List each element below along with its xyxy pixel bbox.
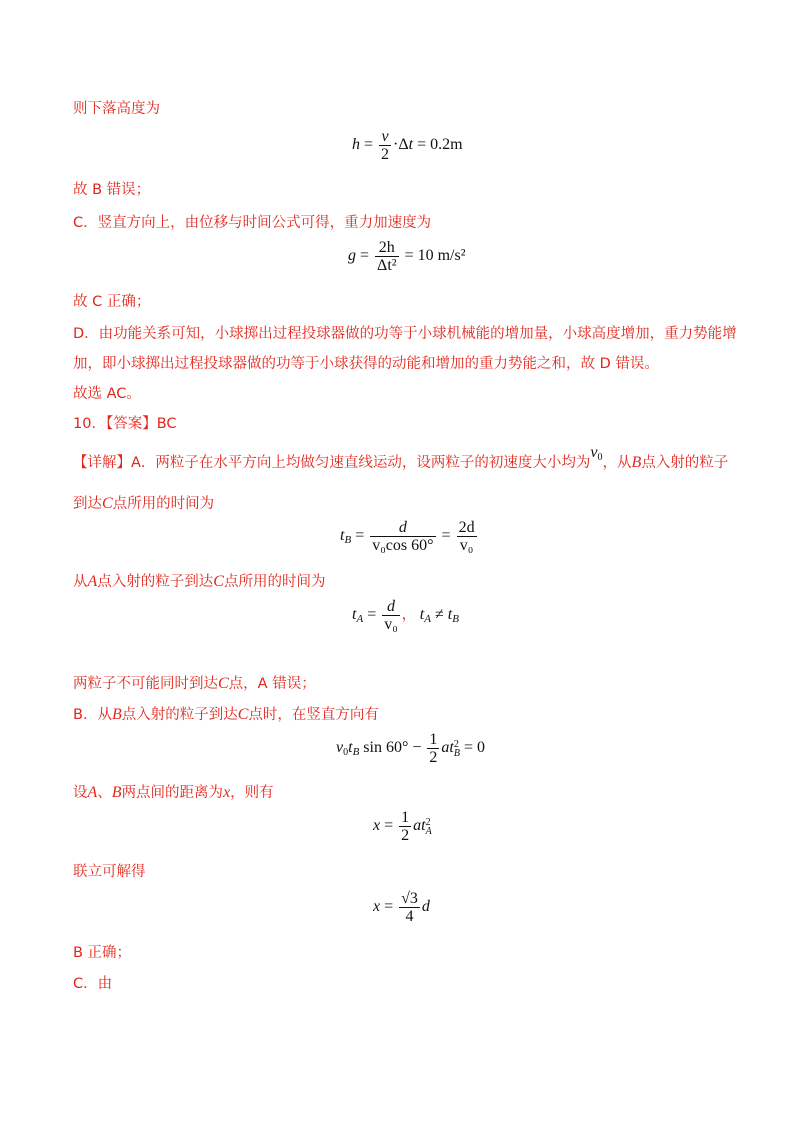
eq-result: = 10 m/s² xyxy=(400,247,466,265)
eq-part: sin 60° − xyxy=(359,739,422,757)
eq-symbol: d xyxy=(421,898,430,916)
frac-den: Δt² xyxy=(377,257,397,274)
frac-num: √3 xyxy=(401,890,418,907)
eq-symbol: t xyxy=(348,739,353,757)
eq-sign: ≠ xyxy=(434,606,444,624)
frac-num: v xyxy=(381,128,389,145)
text-symbol: C xyxy=(218,675,229,692)
text-span: ，则有 xyxy=(230,785,274,801)
text-line xyxy=(73,672,316,693)
eq-part: ·Δ xyxy=(393,136,409,154)
frac-num: 2h xyxy=(375,239,399,257)
fraction xyxy=(399,809,411,844)
eq-sign: = xyxy=(384,898,394,916)
text-line: 加，即小球掷出过程投球器做的功等于小球获得的动能和增加的重力势能之和，故 D 错误。 xyxy=(73,356,659,372)
eq-sign: = xyxy=(384,817,394,835)
fraction xyxy=(370,519,435,554)
text-line: 则下落高度为 xyxy=(73,101,160,117)
equation-x xyxy=(373,809,432,844)
eq-symbol: x xyxy=(373,817,381,835)
text-span: 点所用的时间为 xyxy=(223,574,326,590)
text-symbol: A xyxy=(87,784,98,801)
eq-subscript: 0 xyxy=(343,747,349,759)
text-symbol: B xyxy=(111,784,122,801)
eq-result: = 0 xyxy=(459,739,485,757)
text-span: 两粒子不可能同时到达 xyxy=(73,676,218,692)
text-span: 点入射的粒子到达 xyxy=(97,574,214,590)
frac-num: 2d xyxy=(458,519,475,536)
text-span: 点时，在竖直方向有 xyxy=(248,707,379,723)
text-line: 故 C 正确； xyxy=(73,294,151,310)
text-span: 两点间的距离为 xyxy=(121,785,224,801)
eq-symbol: h xyxy=(352,136,360,154)
text-line: C．由 xyxy=(73,976,113,992)
frac-den: 4 xyxy=(405,908,414,925)
text-span: 从 xyxy=(73,574,88,590)
eq-subscript: A xyxy=(425,825,432,837)
eq-sign: = xyxy=(360,247,370,265)
equation-vertical xyxy=(336,731,485,766)
text-line xyxy=(73,703,379,724)
eq-symbol: t xyxy=(447,606,453,624)
inline-symbol-v0: $v_0$ xyxy=(590,444,603,463)
equation-tA: tA = $\frac{d}{\text{v₀}}$ ， tA ≠ tB xyxy=(352,598,459,633)
eq-symbol: at xyxy=(441,739,454,757)
frac-den: 2 xyxy=(381,146,390,163)
text-line xyxy=(73,570,325,591)
eq-sign: = xyxy=(364,136,374,154)
fraction xyxy=(399,890,420,925)
frac-num: 1 xyxy=(401,809,410,826)
eq-symbol: t xyxy=(408,136,414,154)
text-line: 故 B 错误； xyxy=(73,182,151,198)
eq-symbol: v xyxy=(336,739,344,757)
equation-fall-height xyxy=(352,128,463,163)
text-symbol: B xyxy=(111,706,122,723)
text-span: 点所用的时间为 xyxy=(112,496,215,512)
text-line: C．竖直方向上，由位移与时间公式可得，重力加速度为 xyxy=(73,215,432,231)
frac-den: v₀ xyxy=(459,537,474,554)
frac-den: 2 xyxy=(401,827,410,844)
text-line: B 正确； xyxy=(73,945,132,961)
text-span: 点入射的粒子到达 xyxy=(121,707,238,723)
eq-subscript: A xyxy=(424,613,431,626)
text-span: ，从 xyxy=(602,455,632,471)
text-span: 、 xyxy=(97,785,112,801)
frac-num: d xyxy=(387,598,395,615)
eq-subscript: A xyxy=(356,613,364,626)
fraction xyxy=(382,598,400,633)
text-symbol: B xyxy=(631,454,642,471)
eq-separator: ， xyxy=(401,608,416,624)
text-line xyxy=(73,492,214,513)
frac-num: 1 xyxy=(429,731,438,748)
eq-symbol: x xyxy=(373,898,381,916)
text-span: 点，A 错误； xyxy=(228,676,316,692)
text-symbol: C xyxy=(237,706,249,723)
eq-symbol: t xyxy=(352,606,357,624)
text-span: 点入射的粒子 xyxy=(641,455,729,471)
text-symbol: C xyxy=(102,495,113,512)
text-line xyxy=(73,781,274,802)
fraction xyxy=(427,731,439,766)
text-line xyxy=(73,444,729,473)
equation-gravity xyxy=(348,239,466,274)
eq-symbol: t xyxy=(340,527,345,545)
fraction xyxy=(379,128,391,163)
text-symbol: C xyxy=(213,573,224,590)
eq-symbol: g xyxy=(348,247,356,265)
frac-num: d xyxy=(398,519,407,536)
text-line: 故选 AC。 xyxy=(73,386,141,402)
eq-superscript: 2 xyxy=(453,738,459,750)
equation-tB: tB = $\frac{d}{\text{v₀cos 60°}}$ = $\frac{2d}{\text{v₀}}$ xyxy=(340,519,475,554)
frac-den: v₀cos 60° xyxy=(372,537,434,554)
text-span: 【详解】A．两粒子在水平方向上均做匀速直线运动，设两粒子的初速度大小均为 xyxy=(73,455,591,471)
text-span: 到达 xyxy=(73,496,102,512)
eq-symbol: at xyxy=(413,817,426,835)
text-symbol: x xyxy=(223,784,231,801)
eq-symbol: t xyxy=(419,606,425,624)
frac-den: 2 xyxy=(429,749,438,766)
eq-subscript: B xyxy=(453,747,460,759)
eq-subscript: B xyxy=(452,613,459,626)
text-line: 联立可解得 xyxy=(73,864,146,880)
eq-result: = 0.2m xyxy=(413,136,463,154)
text-line: 10．【答案】BC xyxy=(73,416,177,432)
fraction xyxy=(457,519,477,554)
frac-den: v₀ xyxy=(384,616,398,633)
text-span: B．从 xyxy=(73,707,112,723)
text-line: D．由功能关系可知，小球掷出过程投球器做的功等于小球机械能的增加量，小球高度增加，重力势能增 xyxy=(73,326,737,342)
eq-subscript: B xyxy=(352,746,360,759)
text-span: 设 xyxy=(73,785,88,801)
fraction xyxy=(375,239,399,274)
eq-superscript: 2 xyxy=(425,816,431,828)
text-symbol: A xyxy=(87,573,98,590)
eq-subscript: B xyxy=(344,534,352,547)
equation-x-result xyxy=(373,890,430,925)
